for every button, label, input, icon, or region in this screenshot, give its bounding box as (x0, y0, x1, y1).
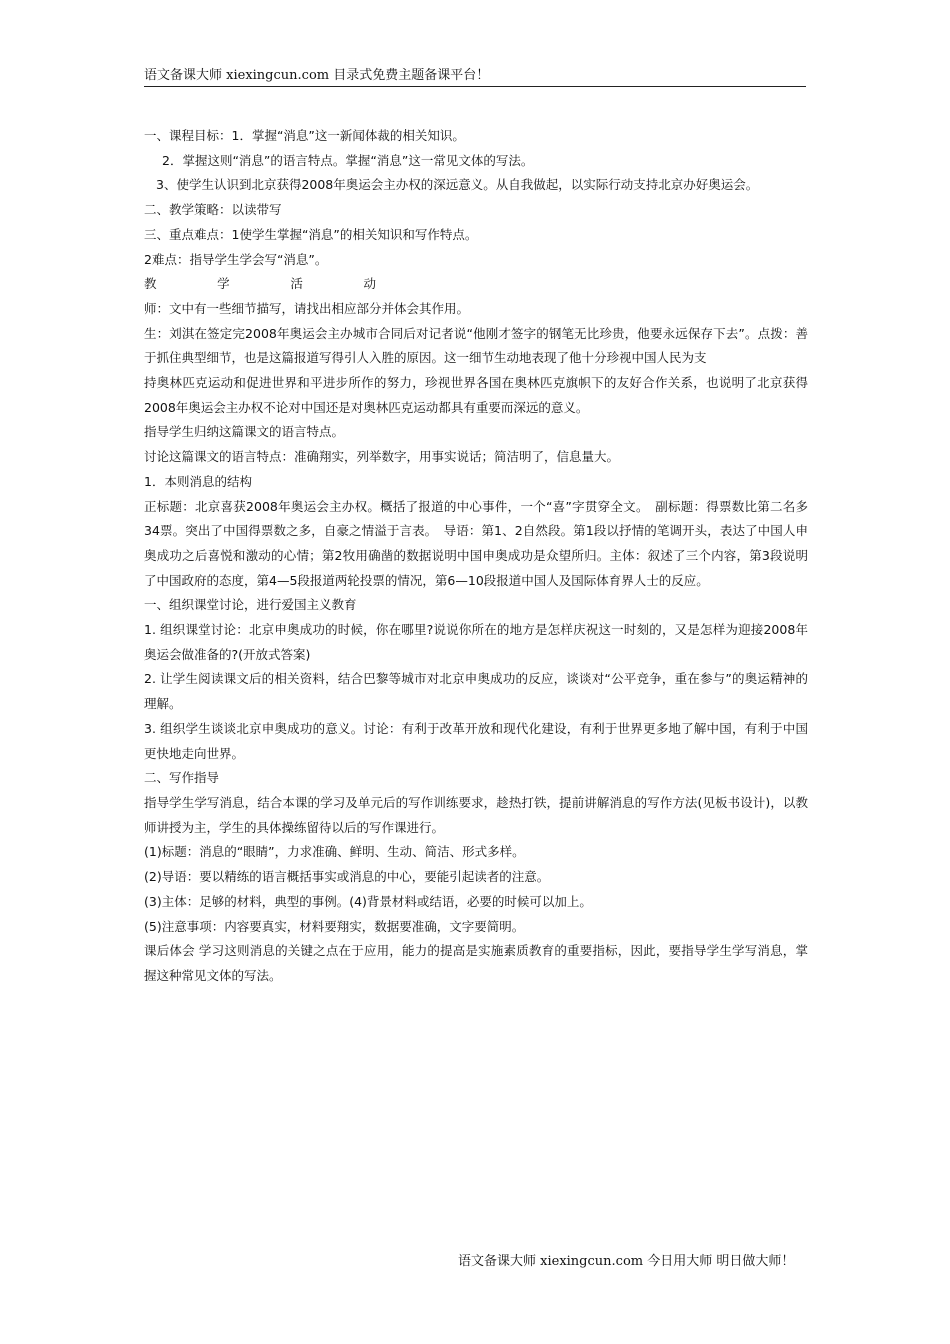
paragraph-writing-notes: (5)注意事项：内容要真实，材料要翔实，数据要准确，文字要简明。 (144, 918, 525, 934)
activity-heading-char: 教 (144, 276, 157, 292)
document-body (144, 124, 808, 989)
paragraph-key-points: 三、重点难点：1使学生掌握“消息”的相关知识和写作特点。 (144, 226, 478, 242)
paragraph-writing-lead: (2)导语：要以精练的语言概括事实或消息的中心，要能引起读者的注意。 (144, 869, 550, 885)
paragraph-student-answer: 生：刘淇在签定完2008年奥运会主办城市合同后对记者说“他刚才签字的钢笔无比珍贵，他要永远保存下去”。点拨：善于抓住典型细节，也是这篇报道写得引人入胜的原因。这一细节生动地表现了他十分珍视中国人民为支 (144, 325, 808, 366)
paragraph-structure-detail: 正标题：北京喜获2008年奥运会主办权。概括了报道的中心事件，一个“喜”字贯穿全文。 副标题：得票数比第二名多34票。突出了中国得票数之多，自豪之情溢于言表。 导语：第1、2自然段。第1段以抒情的笔调开头，表达了中国人申奥成功之后喜悦和激动的心情；第2牧用确凿的数据说明中国申奥成功是众望所归。主体：叙述了三个内容，第3段说明了中国政府的态度，第4—5段报道两轮投票的情况，第6—10段报道中国人及国际体育界人士的反应。 (144, 498, 808, 588)
paragraph-difficulty: 2难点：指导学生学会写“消息”。 (144, 251, 328, 267)
page-footer: 语文备课大师 xiexingcun.com 今日用大师 明日做大师！ (458, 1254, 795, 1269)
paragraph-writing-guidance: 指导学生学写消息，结合本课的学习及单元后的写作训练要求，趁热打铁，提前讲解消息的写作方法(见板书设计)，以教师讲授为主，学生的具体操练留待以后的写作课进行。 (144, 794, 808, 835)
paragraph-writing-body: (3)主体：足够的材料，典型的事例。(4)背景材料或结语，必要的时候可以加上。 (144, 893, 592, 909)
activity-heading-char: 学 (217, 276, 230, 292)
paragraph-section-discussion: 一、组织课堂讨论，进行爱国主义教育 (144, 597, 357, 613)
paragraph-language-features: 讨论这篇课文的语言特点：准确翔实，列举数字，用事实说话；简洁明了，信息量大。 (144, 449, 620, 465)
page-header: 语文备课大师 xiexingcun.com 目录式免费主题备课平台！ (144, 66, 806, 87)
paragraph-answer-continued: 持奥林匹克运动和促进世界和平进步所作的努力，珍视世界各国在奥林匹克旗帜下的友好合作关系，也说明了北京获得2008年奥运会主办权不论对中国还是对奥林匹克运动都具有重要而深远的意义。 (144, 375, 808, 415)
paragraph-discussion-2: 2. 让学生阅读课文后的相关资料，结合巴黎等城市对北京申奥成功的反应，谈谈对“公平竞争，重在参与”的奥运精神的理解。 (144, 671, 808, 712)
paragraph-teacher-question: 师：文中有一些细节描写，请找出相应部分并体会其作用。 (144, 300, 470, 316)
paragraph-course-goal-1: 一、课程目标：1．掌握“消息”这一新闻体裁的相关知识。 (144, 128, 465, 143)
activity-heading-char: 动 (363, 276, 376, 292)
paragraph-discussion-1: 1. 组织课堂讨论：北京申奥成功的时候，你在哪里?说说你所在的地方是怎样庆祝这一时刻的，又是怎样为迎接2008年奥运会做准备的?(开放式答案) (144, 622, 808, 662)
paragraph-course-goal-2: 2．掌握这则“消息”的语言特点。掌握“消息”这一常见文体的写法。 (162, 152, 534, 168)
paragraph-teaching-strategy: 二、教学策略：以读带写 (144, 202, 282, 218)
activity-heading (144, 272, 376, 297)
paragraph-language-features-prompt: 指导学生归纳这篇课文的语言特点。 (144, 424, 345, 440)
paragraph-writing-title: (1)标题：消息的“眼睛”，力求准确、鲜明、生动、简洁、形式多样。 (144, 844, 525, 860)
paragraph-course-goal-3: 3、使学生认识到北京获得2008年奥运会主办权的深远意义。从自我做起，以实际行动支持北京办好奥运会。 (156, 177, 759, 193)
paragraph-structure-heading: 1．本则消息的结构 (144, 473, 252, 489)
paragraph-section-writing: 二、写作指导 (144, 770, 220, 786)
activity-heading-char: 活 (290, 276, 303, 292)
paragraph-reflection: 课后体会 学习这则消息的关键之点在于应用，能力的提高是实施素质教育的重要指标，因此，要指导学生学写消息，掌握这种常见文体的写法。 (144, 943, 808, 983)
paragraph-discussion-3: 3. 组织学生谈谈北京申奥成功的意义。讨论：有利于改革开放和现代化建设，有利于世界更多地了解中国，有利于中国更快地走向世界。 (144, 720, 808, 761)
